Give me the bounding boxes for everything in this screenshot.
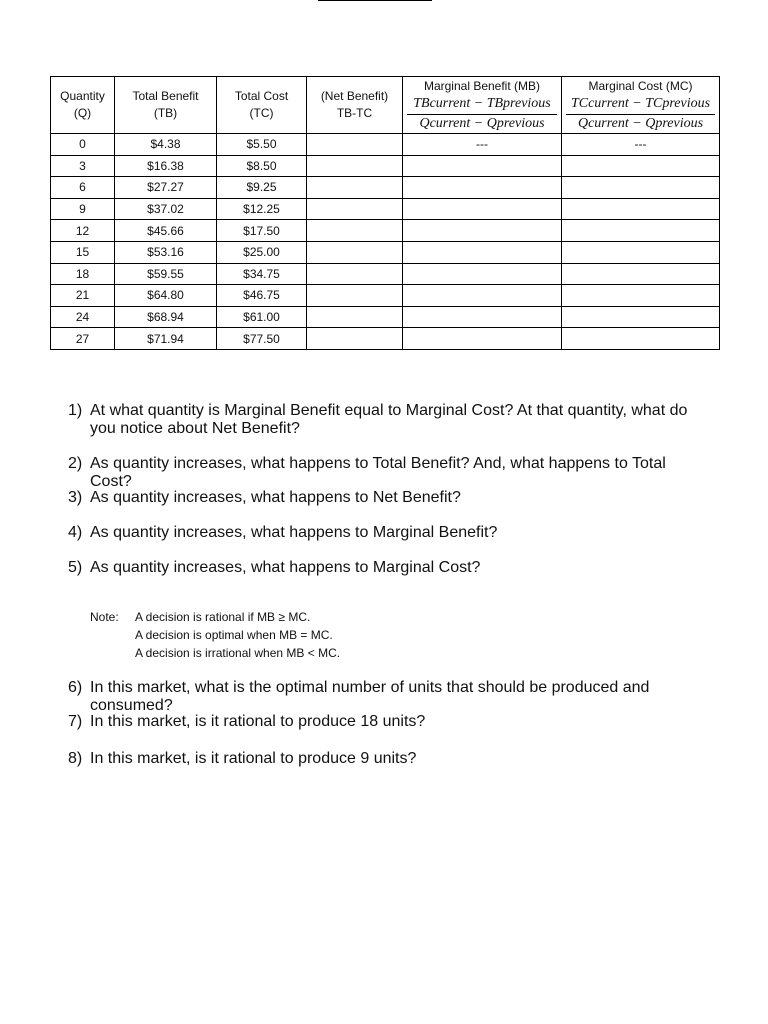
cell-total-benefit: $37.02 [115,198,217,220]
note-line-irrational: A decision is irrational when MB < MC. [135,646,341,660]
cell-marginal-cost [562,241,720,263]
cell-net-benefit [307,263,403,285]
mb-formula [403,95,561,133]
cell-marginal-cost [562,306,720,328]
cell-total-benefit: $45.66 [115,220,217,242]
cell-total-benefit: $71.94 [115,328,217,350]
mb-formula-numerator: TBcurrent − TBprevious [413,96,551,111]
header-mc-title: Marginal Cost (MC) [588,79,693,93]
question-number: 1) [68,402,83,419]
question-text: In this market, is it rational to produce 9 units? [90,750,417,767]
question-text: As quantity increases, what happens to Net Benefit? [90,489,461,506]
cell-net-benefit [307,328,403,350]
cell-quantity: 12 [51,220,115,242]
question-number: 6) [68,679,83,696]
header-total-cost-line2: (TC) [249,106,274,120]
cell-marginal-benefit [403,155,562,177]
cell-marginal-benefit [403,220,562,242]
mc-formula-denominator: Qcurrent − Qprevious [566,114,715,133]
cell-total-benefit: $59.55 [115,263,217,285]
cell-marginal-cost: --- [562,134,720,156]
cell-marginal-benefit [403,198,562,220]
cell-net-benefit [307,306,403,328]
cell-marginal-cost [562,328,720,350]
header-marginal-cost [562,77,720,134]
header-quantity-line1: Quantity [60,89,105,103]
question-text: At what quantity is Marginal Benefit equal to Marginal Cost? At that quantity, what do you notice about Net Benefit? [90,402,688,437]
cell-net-benefit [307,198,403,220]
note-line-optimal: A decision is optimal when MB = MC. [135,628,333,642]
mb-formula-denominator: Qcurrent − Qprevious [407,114,557,133]
cell-total-cost: $25.00 [217,241,307,263]
cell-total-cost: $9.25 [217,177,307,199]
cell-total-cost: $5.50 [217,134,307,156]
cell-total-benefit: $68.94 [115,306,217,328]
note-line-rational: A decision is rational if MB ≥ MC. [135,610,311,624]
cell-net-benefit [307,155,403,177]
cell-net-benefit [307,177,403,199]
cell-net-benefit [307,285,403,307]
cell-total-cost: $17.50 [217,220,307,242]
cell-quantity: 18 [51,263,115,285]
header-net-benefit-line1: (Net Benefit) [320,89,389,103]
cell-marginal-cost [562,198,720,220]
cell-quantity: 15 [51,241,115,263]
table-row [51,306,720,328]
cell-total-benefit: $16.38 [115,155,217,177]
cell-total-benefit: $64.80 [115,285,217,307]
note-label: Note: [90,610,119,624]
header-net-benefit-line2: TB-TC [336,106,373,120]
cell-quantity: 6 [51,177,115,199]
table-row [51,134,720,156]
question-number: 8) [68,750,83,767]
cell-quantity: 24 [51,306,115,328]
cell-net-benefit [307,241,403,263]
mc-formula-numerator: TCcurrent − TCprevious [570,96,711,111]
cell-total-cost: $46.75 [217,285,307,307]
cell-total-cost: $12.25 [217,198,307,220]
table-row [51,263,720,285]
table-row [51,285,720,307]
table-header-row [51,77,720,134]
marginal-analysis-table [50,76,720,350]
question-text: As quantity increases, what happens to Marginal Benefit? [90,524,498,541]
question-number: 7) [68,713,83,730]
cell-quantity: 9 [51,198,115,220]
table-row [51,328,720,350]
cell-total-cost: $77.50 [217,328,307,350]
cell-marginal-benefit: --- [403,134,562,156]
question-text: As quantity increases, what happens to Total Benefit? And, what happens to Total Cost? [90,455,666,490]
cell-quantity: 0 [51,134,115,156]
table-row [51,198,720,220]
cell-marginal-cost [562,155,720,177]
table-row [51,241,720,263]
header-quantity-line2: (Q) [73,106,92,120]
cell-marginal-benefit [403,263,562,285]
cell-marginal-benefit [403,328,562,350]
header-net-benefit [307,77,403,134]
question-text: In this market, is it rational to produce 18 units? [90,713,426,730]
cell-total-benefit: $27.27 [115,177,217,199]
cell-marginal-benefit [403,241,562,263]
question-text: In this market, what is the optimal number of units that should be produced and consumed? [90,679,650,714]
cell-marginal-benefit [403,306,562,328]
header-total-cost [217,77,307,134]
cell-total-cost: $8.50 [217,155,307,177]
header-total-benefit-line1: Total Benefit [132,89,199,103]
mc-formula [562,95,719,133]
header-total-cost-line1: Total Cost [234,89,289,103]
header-quantity [51,77,115,134]
cell-marginal-cost [562,285,720,307]
cell-marginal-benefit [403,285,562,307]
table-row [51,177,720,199]
question-number: 3) [68,489,83,506]
cell-net-benefit [307,220,403,242]
cell-net-benefit [307,134,403,156]
cell-total-benefit: $4.38 [115,134,217,156]
table-row [51,155,720,177]
header-marginal-benefit [403,77,562,134]
header-total-benefit-line2: (TB) [153,106,178,120]
cell-quantity: 21 [51,285,115,307]
question-number: 2) [68,455,83,472]
cell-marginal-cost [562,177,720,199]
question-text: As quantity increases, what happens to Marginal Cost? [90,559,481,576]
cell-total-benefit: $53.16 [115,241,217,263]
header-mb-title: Marginal Benefit (MB) [423,79,541,93]
cell-quantity: 27 [51,328,115,350]
table-row [51,220,720,242]
top-rule [318,0,432,1]
cell-marginal-benefit [403,177,562,199]
cell-quantity: 3 [51,155,115,177]
cell-total-cost: $61.00 [217,306,307,328]
cell-total-cost: $34.75 [217,263,307,285]
cell-marginal-cost [562,263,720,285]
cell-marginal-cost [562,220,720,242]
question-number: 4) [68,524,83,541]
header-total-benefit [115,77,217,134]
question-number: 5) [68,559,83,576]
